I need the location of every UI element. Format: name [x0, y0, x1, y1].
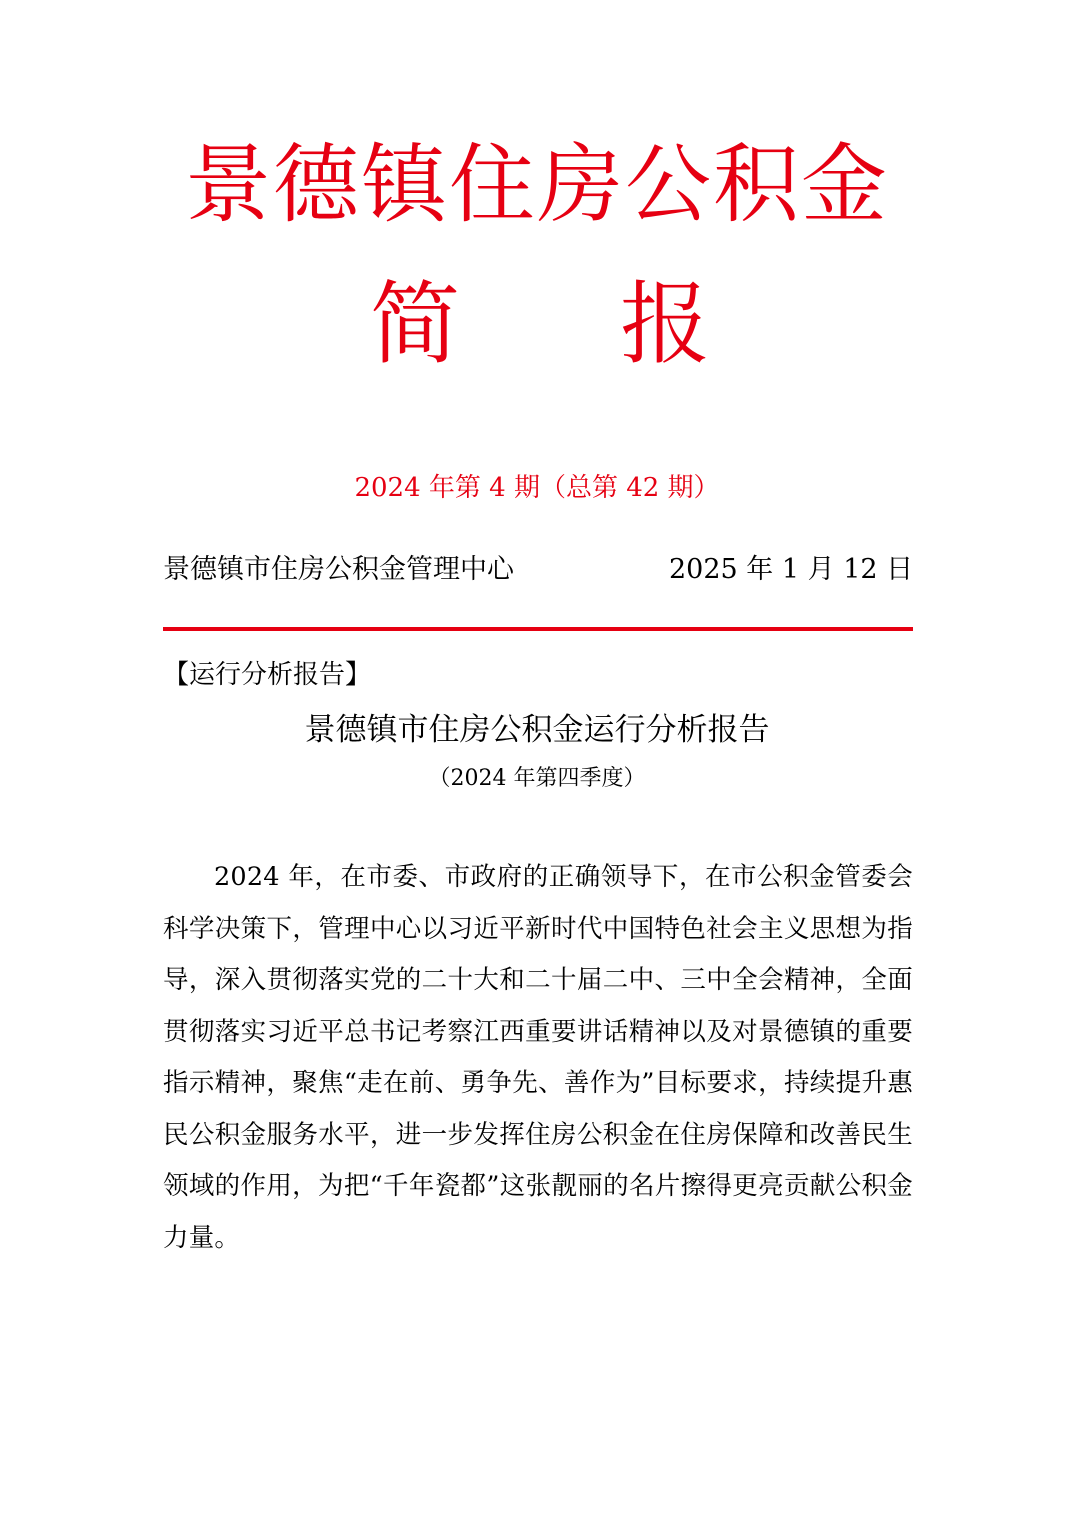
issue-date: 2025 年 1 月 12 日: [669, 554, 914, 585]
section-tag: 【运行分析报告】: [163, 660, 372, 690]
issuer-organization: 景德镇市住房公积金管理中心: [163, 554, 514, 585]
report-title: 景德镇市住房公积金运行分析报告: [304, 712, 770, 748]
body-paragraph: 2024 年，在市委、市政府的正确领导下，在市公积金管委会科学决策下，管理中心以习近平新时代中国特色社会主义思想为指导，深入贯彻落实党的二十大和二十届二中、三中全会精神，全面贯彻落实习近平总书记考察江西重要讲话精神以及对景德镇的重要指示精神，聚焦“走在前、勇争先、善作为”目标要求，持续提升惠民公积金服务水平，进一步发挥住房公积金在住房保障和改善民生领域的作用，为把“千年瓷都”这张靓丽的名片擦得更亮贡献公积金力量。: [163, 862, 913, 1253]
masthead-title: 景德镇住房公积金: [185, 135, 889, 235]
report-subtitle: （2024 年第四季度）: [428, 766, 646, 791]
red-divider: [163, 627, 913, 631]
masthead-subtitle-left: 简: [370, 272, 460, 377]
masthead-subtitle-right: 报: [620, 272, 710, 377]
issue-number: 2024 年第 4 期（总第 42 期）: [354, 473, 720, 503]
